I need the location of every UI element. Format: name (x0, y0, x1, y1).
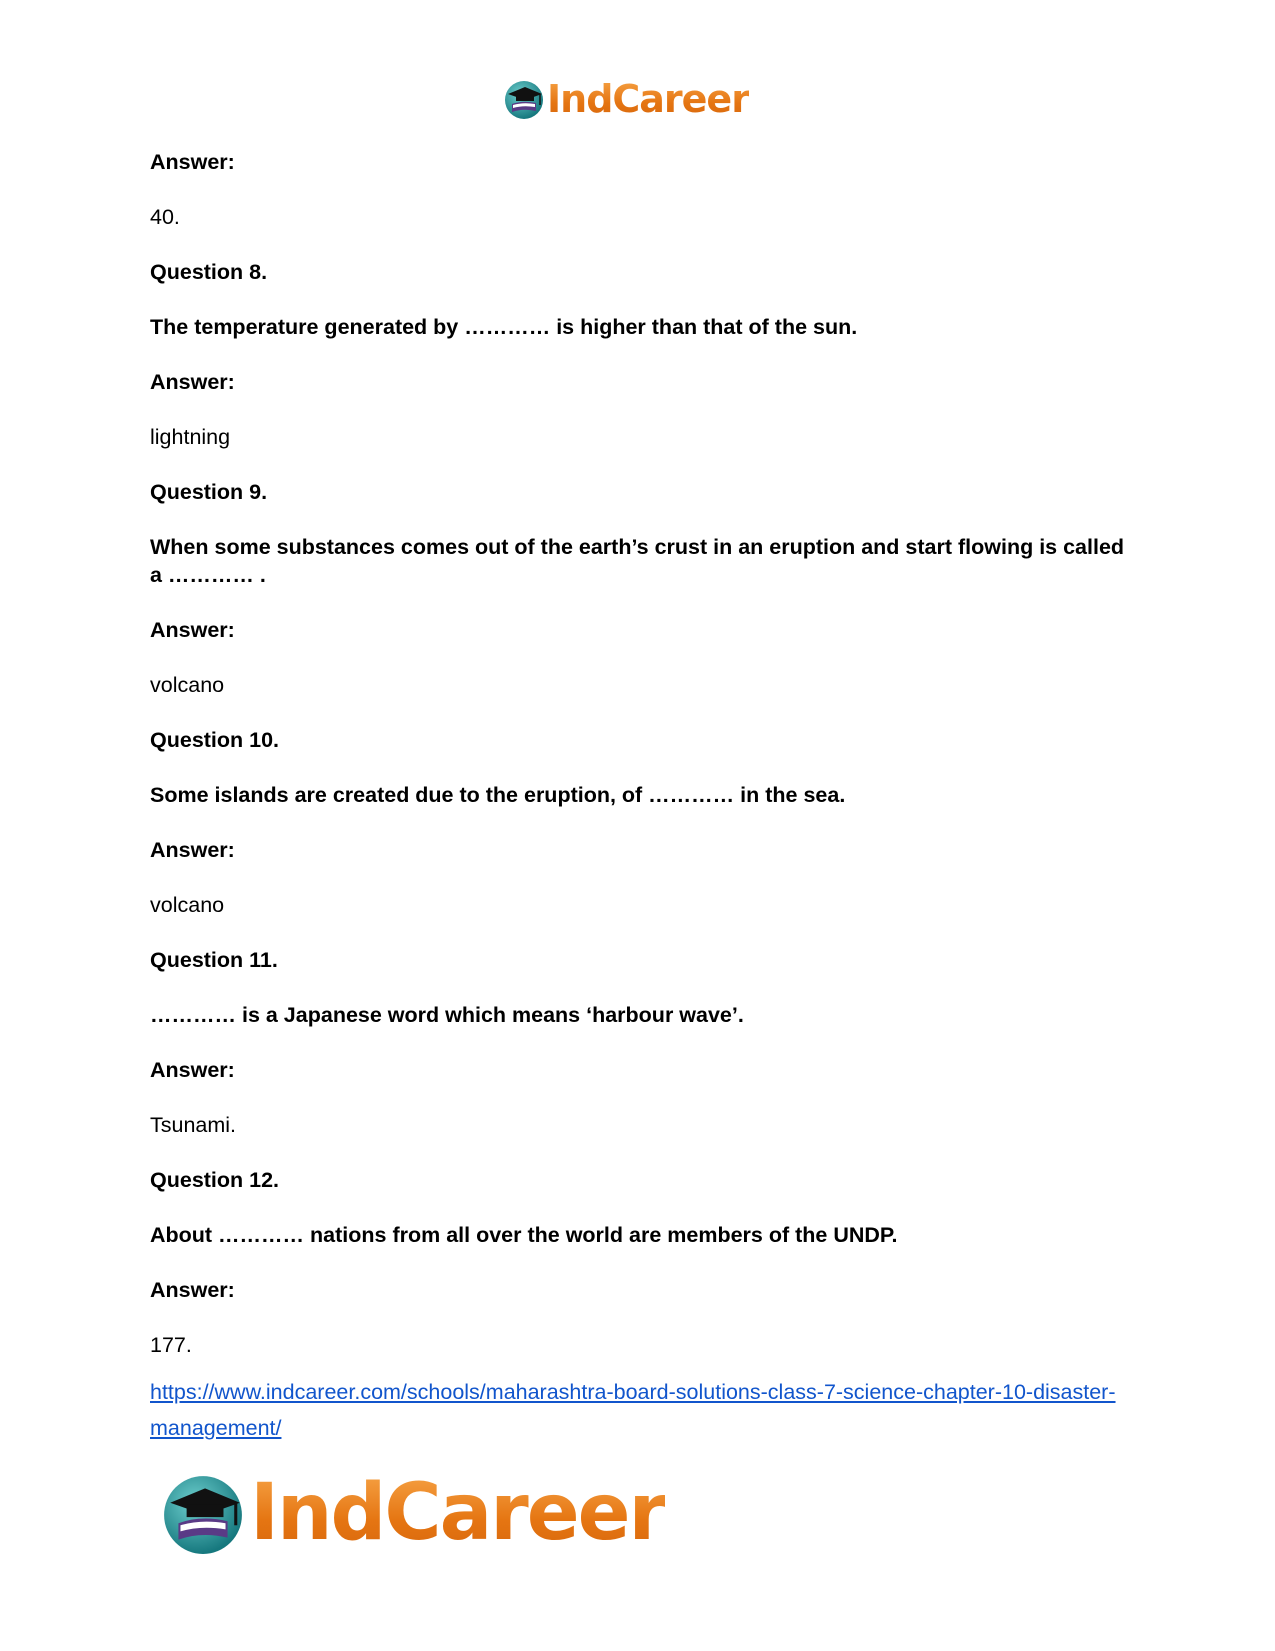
answer-label: Answer: (150, 370, 235, 394)
document-body (150, 148, 1130, 1446)
answer-text: Tsunami. (150, 1113, 237, 1137)
answer-text: 40. (150, 205, 180, 229)
question-text: ………… is a Japanese word which means ‘harbour wave’. (150, 1003, 744, 1027)
answer-text: volcano (150, 673, 225, 697)
question-text: About ………… nations from all over the world are members of the UNDP. (150, 1223, 898, 1247)
footer-logo (160, 1470, 665, 1556)
answer-label: Answer: (150, 838, 235, 862)
graduation-cap-book-icon (160, 1470, 246, 1556)
question-text: Some islands are created due to the eruption, of ………… in the sea. (150, 783, 846, 807)
question-heading: Question 8. (150, 260, 268, 284)
question-heading: Question 9. (150, 480, 268, 504)
answer-text: 177. (150, 1333, 192, 1357)
graduation-cap-book-icon (503, 78, 545, 120)
footer-logo-text: IndCareer (250, 1468, 665, 1558)
question-text: When some substances comes out of the earth’s crust in an eruption and start flowing is called a ………… . (150, 535, 1125, 587)
answer-label: Answer: (150, 618, 235, 642)
answer-label: Answer: (150, 1058, 235, 1082)
answer-label: Answer: (150, 150, 235, 174)
answer-label: Answer: (150, 1278, 235, 1302)
header-logo (503, 78, 749, 120)
header-logo-text: IndCareer (547, 77, 749, 121)
answer-text: volcano (150, 893, 225, 917)
question-text: The temperature generated by ………… is higher than that of the sun. (150, 315, 858, 339)
question-heading: Question 11. (150, 948, 278, 972)
answer-text: lightning (150, 425, 231, 449)
question-heading: Question 10. (150, 728, 280, 752)
question-heading: Question 12. (150, 1168, 280, 1192)
source-link[interactable]: https://www.indcareer.com/schools/maharashtra-board-solutions-class-7-science-chapter-10-disaster-management/ (150, 1380, 1116, 1440)
